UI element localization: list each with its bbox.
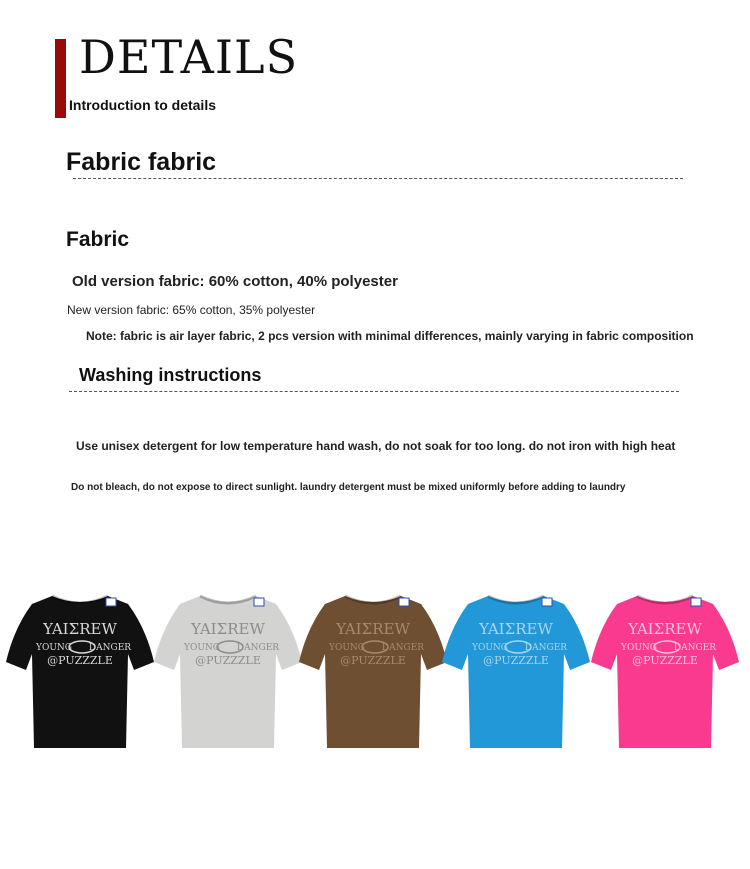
fabric-heading: Fabric — [66, 228, 130, 251]
tshirt-print-text: @PUZZZLE — [483, 654, 549, 667]
tshirt-print-text: @PUZZZLE — [632, 654, 698, 667]
tshirt-body — [442, 596, 590, 748]
tshirt-print-text: @PUZZZLE — [47, 654, 113, 667]
dashed-divider — [69, 391, 679, 392]
tshirt-image — [148, 588, 308, 753]
tshirt-print-text: @PUZZZLE — [195, 654, 261, 667]
page-subtitle: Introduction to details — [69, 97, 216, 113]
washing-instruction: Use unisex detergent for low temperature hand wash, do not soak for too long. do not iron with high heat — [76, 439, 676, 453]
brand-tag-icon — [691, 598, 701, 606]
pink-tshirt — [585, 588, 745, 753]
accent-bar — [55, 39, 66, 118]
grey-tshirt — [148, 588, 308, 753]
brand-tag-icon — [106, 598, 116, 606]
washing-heading: Washing instructions — [79, 365, 262, 385]
tshirt-image — [293, 588, 453, 753]
page-title: DETAILS — [79, 30, 299, 84]
section-title: Fabric fabric — [66, 148, 217, 176]
new-version-fabric: New version fabric: 65% cotton, 35% polyester — [67, 303, 316, 317]
black-tshirt — [0, 588, 160, 753]
brand-tag-icon — [399, 598, 409, 606]
tshirt-print-text: @PUZZZLE — [340, 654, 406, 667]
tshirt-print-text: YAIΣREW — [628, 620, 702, 638]
tshirt-body — [299, 596, 447, 748]
tshirt-print-text: DANGER — [381, 643, 425, 653]
blue-tshirt — [436, 588, 596, 753]
tshirt-print-text: YOUNG — [329, 643, 365, 653]
old-version-fabric: Old version fabric: 60% cotton, 40% polyester — [72, 273, 398, 290]
brand-tag-icon — [542, 598, 552, 606]
tshirt-body — [6, 596, 154, 748]
tshirt-print-text: YOUNG — [621, 643, 657, 653]
brand-tag-icon — [254, 598, 264, 606]
tshirt-print-text: DANGER — [673, 643, 717, 653]
fabric-note: Note: fabric is air layer fabric, 2 pcs version with minimal differences, mainly varying in fabric composition — [86, 329, 694, 343]
tshirt-print-text: YAIΣREW — [479, 620, 553, 638]
washing-instruction: Do not bleach, do not expose to direct sunlight. laundry detergent must be mixed uniformly before adding to laundry — [71, 482, 626, 493]
tshirt-print-text: YOUNG — [184, 643, 220, 653]
tshirt-print-text: YAIΣREW — [43, 620, 117, 638]
brown-tshirt — [293, 588, 453, 753]
tshirt-print-text: YAIΣREW — [191, 620, 265, 638]
tshirt-print-text: YOUNG — [36, 643, 72, 653]
tshirt-print-text: DANGER — [88, 643, 132, 653]
tshirt-body — [591, 596, 739, 748]
tshirt-body — [154, 596, 302, 748]
dashed-divider — [73, 178, 683, 179]
tshirt-print-text: YOUNG — [472, 643, 508, 653]
tshirt-print-text: DANGER — [236, 643, 280, 653]
tshirt-image — [436, 588, 596, 753]
tshirt-print-text: DANGER — [524, 643, 568, 653]
tshirt-print-text: YAIΣREW — [336, 620, 410, 638]
tshirt-image — [585, 588, 745, 753]
tshirt-image — [0, 588, 160, 753]
